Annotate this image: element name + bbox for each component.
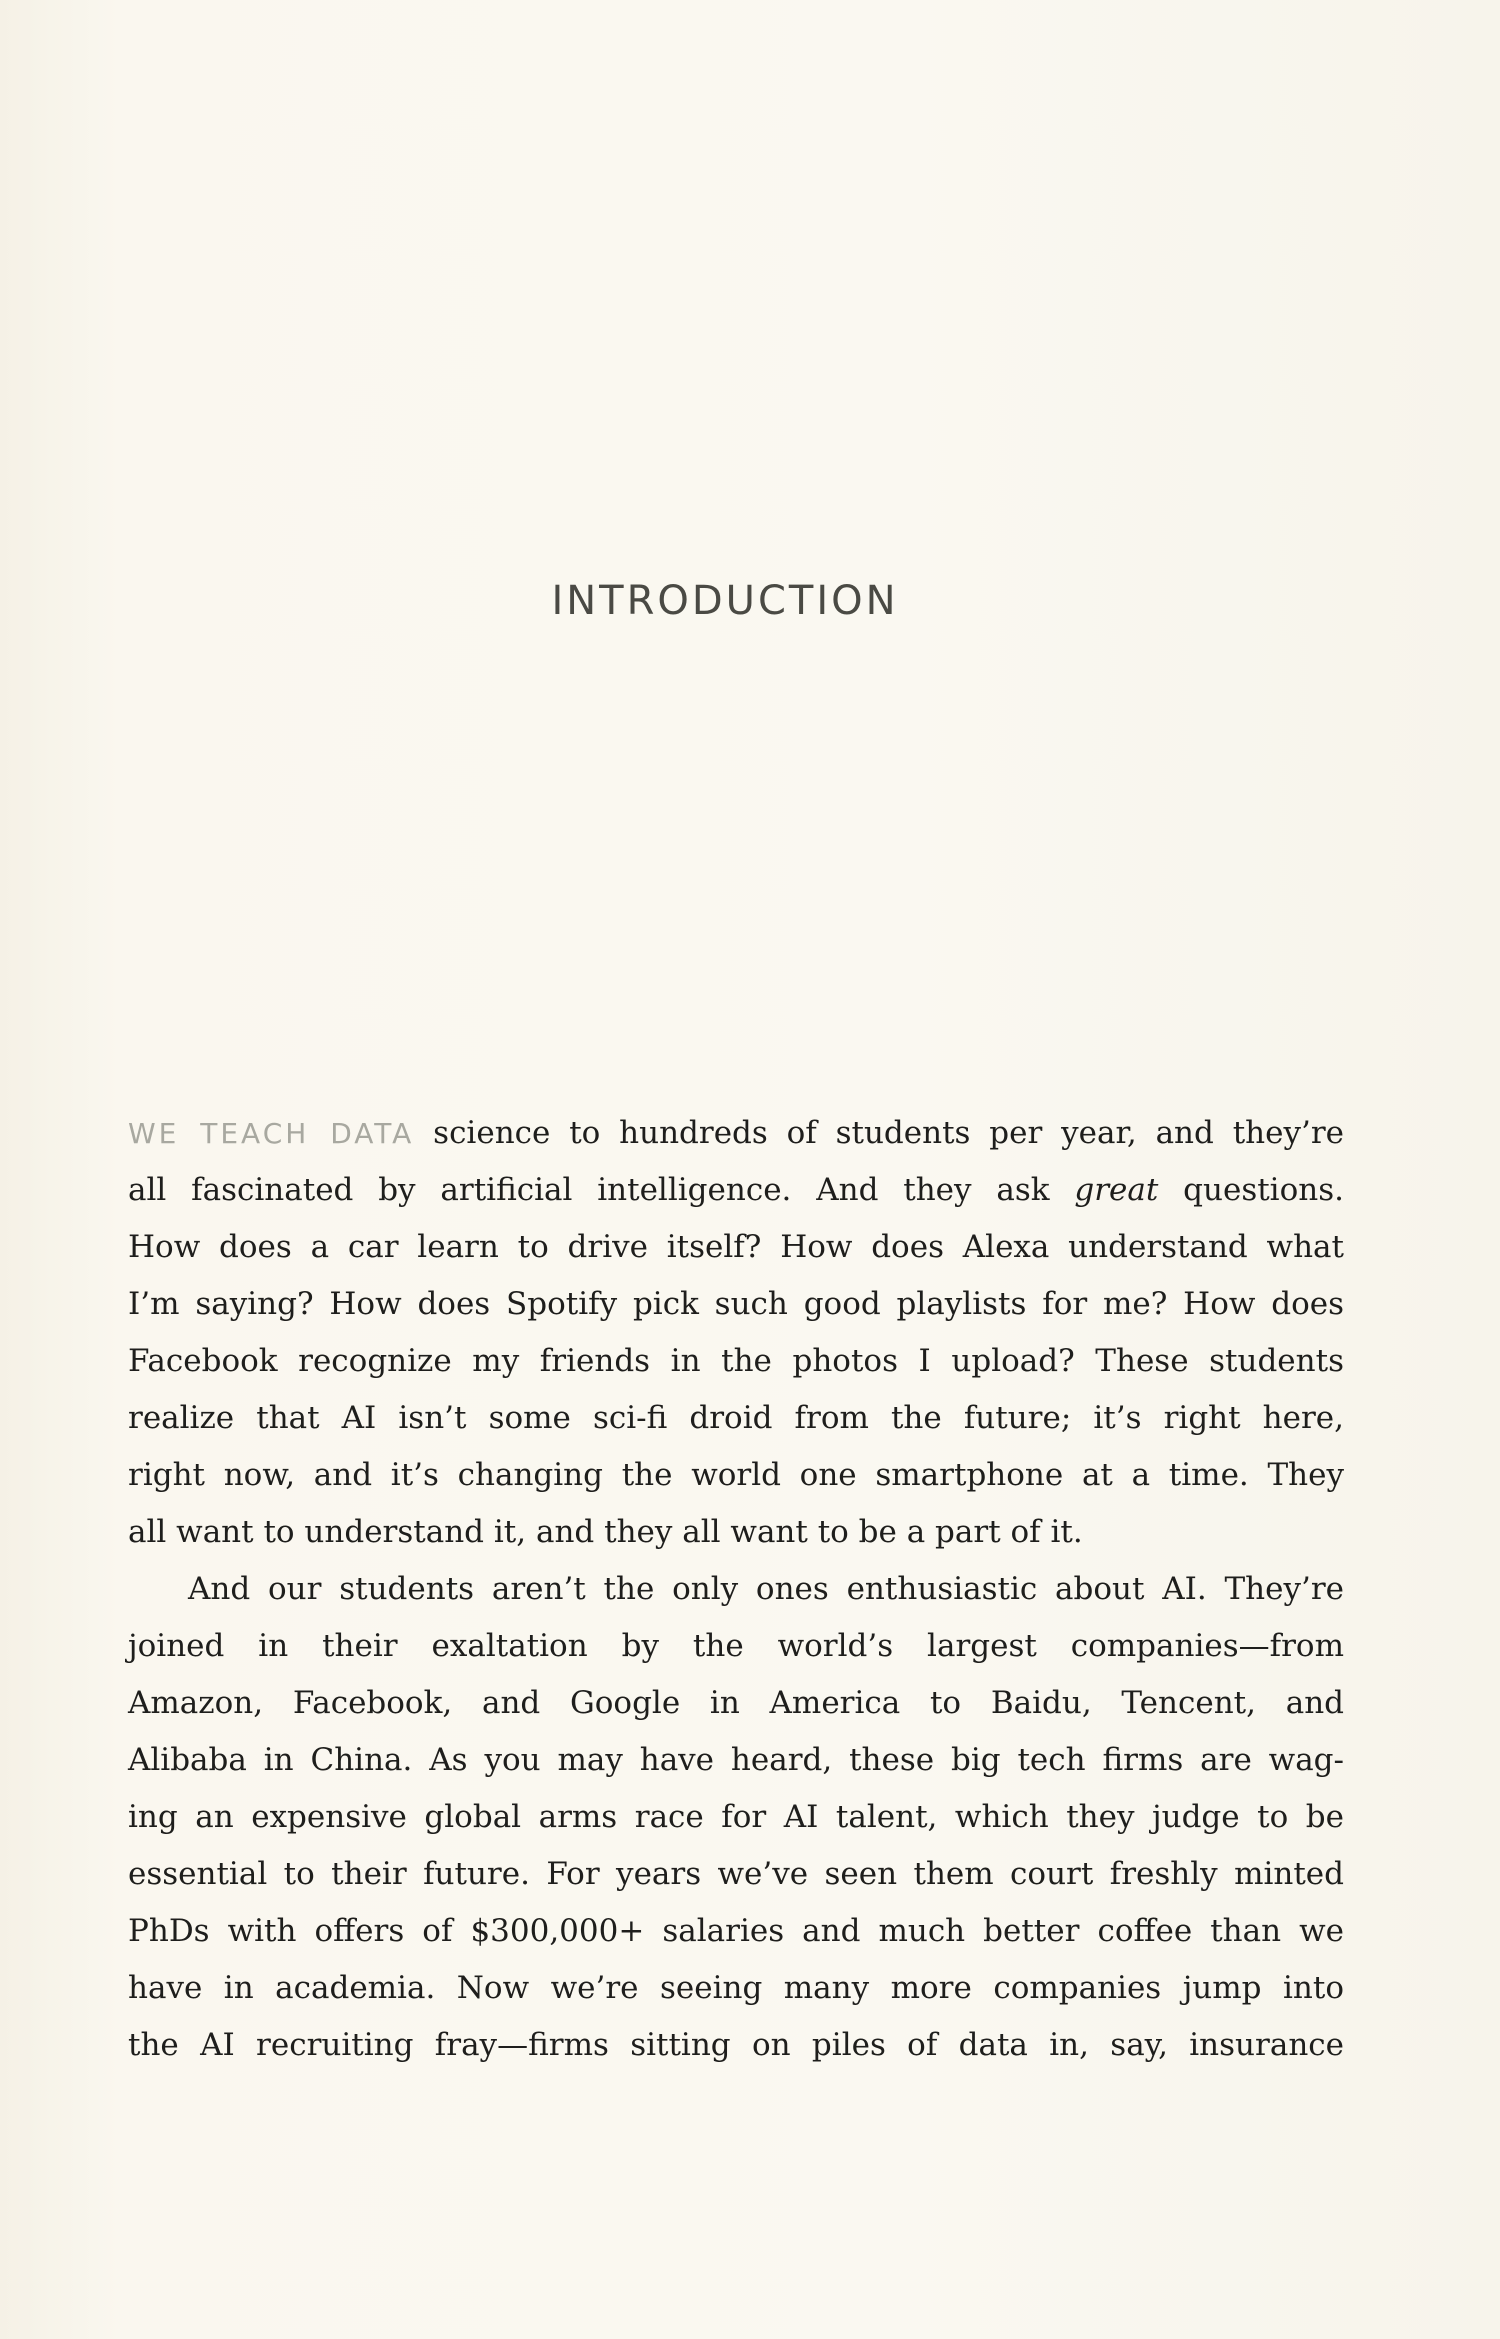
text-line: have in academia. Now we’re seeing many more companies jump into — [128, 1970, 1344, 2006]
text-line: essential to their future. For years we’ve seen them court freshly minted — [128, 1856, 1344, 1892]
emphasis-text: great — [1074, 1172, 1159, 1208]
paragraph-1 — [128, 1105, 1344, 1561]
lead-in-small-caps: WE TEACH DATA — [128, 1117, 415, 1150]
text-line: right now, and it’s changing the world one smartphone at a time. They — [128, 1457, 1344, 1493]
text-line: realize that AI isn’t some sci-fi droid from the future; it’s right here, — [128, 1400, 1344, 1436]
text-line: Facebook recognize my friends in the photos I upload? These students — [128, 1343, 1344, 1379]
text-line: WE TEACH DATA science to hundreds of students per year, and they’re — [128, 1115, 1344, 1151]
text-line: I’m saying? How does Spotify pick such good playlists for me? How does — [128, 1286, 1344, 1322]
chapter-title: INTRODUCTION — [551, 578, 899, 624]
text-line: How does a car learn to drive itself? How does Alexa understand what — [128, 1229, 1344, 1265]
paragraph-2 — [128, 1561, 1344, 2074]
text-line: the AI recruiting fray—firms sitting on piles of data in, say, insurance — [128, 2027, 1344, 2063]
body-text — [128, 1105, 1344, 2074]
text-line: Alibaba in China. As you may have heard, these big tech firms are wag- — [128, 1742, 1344, 1778]
text-line: ing an expensive global arms race for AI talent, which they judge to be — [128, 1799, 1344, 1835]
text-line: Amazon, Facebook, and Google in America to Baidu, Tencent, and — [128, 1685, 1344, 1721]
text-line: PhDs with offers of $300,000+ salaries and much better coffee than we — [128, 1913, 1344, 1949]
text-line: all want to understand it, and they all want to be a part of it. — [128, 1514, 1083, 1550]
text-line: all fascinated by artificial intelligence. And they ask great questions. — [128, 1172, 1344, 1208]
text-line: And our students aren’t the only ones enthusiastic about AI. They’re — [188, 1571, 1344, 1607]
text-line: joined in their exaltation by the world’s largest companies—from — [128, 1628, 1344, 1664]
